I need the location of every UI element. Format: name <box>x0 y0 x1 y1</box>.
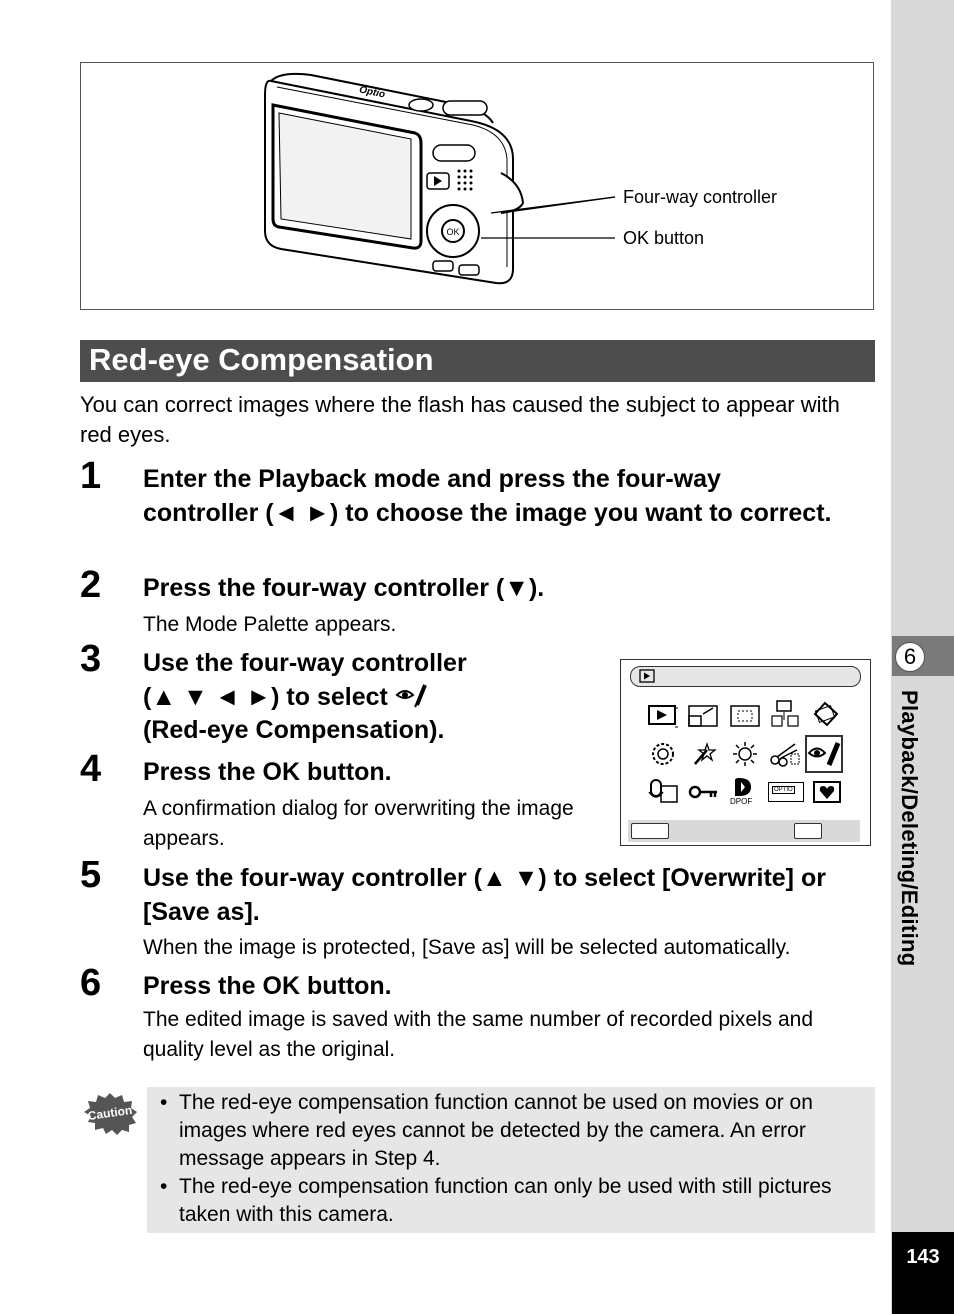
caution-badge <box>82 1092 138 1136</box>
step-heading: Press the OK button. <box>143 758 392 786</box>
playback-icon <box>639 669 655 683</box>
palette-footer <box>628 820 860 842</box>
step-heading: Press the OK button. <box>143 972 392 1000</box>
palette-footer-button-right <box>794 823 822 839</box>
mode-palette-screen <box>620 659 871 846</box>
step-heading: (Red-eye Compensation). <box>143 716 445 744</box>
palette-title-bar <box>630 666 861 687</box>
bullet-mark: • <box>160 1091 168 1114</box>
slideshow-icon <box>647 702 679 730</box>
section-heading-bar <box>80 340 875 382</box>
step-text: The Mode Palette appears. <box>143 613 397 636</box>
palette-footer-button-left <box>631 823 669 839</box>
step-heading-part: (▲ ▼ ◄ ►) to select <box>143 683 388 711</box>
step-text: The edited image is saved with the same number of recorded pixels and quality level as the original. <box>143 1008 814 1061</box>
step-number: 3 <box>80 638 102 680</box>
start-up-screen-cell <box>768 782 804 802</box>
digital-filter-icon <box>687 740 719 768</box>
dpof-icon <box>727 776 763 798</box>
chapter-label: Playback/Deleting/Editing <box>897 690 922 967</box>
frame-favorite-icon <box>811 778 843 806</box>
step-number: 1 <box>80 455 102 497</box>
camera-illustration <box>81 63 873 309</box>
dpof-label: DPOF <box>730 797 753 806</box>
camera-brand-label: Optio <box>358 84 386 101</box>
voice-memo-icon <box>647 778 679 806</box>
step-number: 6 <box>80 962 102 1004</box>
intro-text: You can correct images where the flash has caused the subject to appear with red eyes. <box>80 392 840 447</box>
section-title: Red-eye Compensation <box>89 342 434 377</box>
red-eye-compensation-cell <box>805 735 843 773</box>
rotate-icon <box>809 700 841 728</box>
step-number: 5 <box>80 854 102 896</box>
red-eye-compensation-icon <box>807 737 841 771</box>
page-number-box <box>892 1232 954 1314</box>
step-text: A confirmation dialog for overwriting the image appears. <box>143 797 574 850</box>
image-copy-icon <box>769 700 801 728</box>
svg-text:OK: OK <box>446 227 460 237</box>
color-filter-icon <box>647 740 679 768</box>
step-heading: Enter the Playback mode and press the four-way controller (◄ ►) to choose the image you want to correct. <box>143 465 832 527</box>
step-text: When the image is protected, [Save as] will be selected automatically. <box>143 936 791 959</box>
resize-icon <box>687 702 719 730</box>
chapter-number: 6 <box>895 642 925 672</box>
red-eye-icon <box>395 683 427 709</box>
camera-figure <box>80 62 874 310</box>
step-number: 2 <box>80 564 102 606</box>
protect-key-icon <box>687 778 719 806</box>
step-heading: Use the four-way controller <box>143 649 467 677</box>
callout-ok-button: OK button <box>623 228 705 248</box>
step-heading: Use the four-way controller (▲ ▼) to select [Overwrite] or [Save as]. <box>143 864 826 926</box>
step-number: 4 <box>80 748 102 790</box>
caution-bullet: The red-eye compensation function cannot be used on movies or on images where red eyes cannot be detected by the camera. An error message appears in Step 4. <box>179 1091 813 1170</box>
step-heading <box>143 680 427 714</box>
callout-four-way-controller: Four-way controller <box>623 187 778 207</box>
cropping-icon <box>729 702 761 730</box>
bullet-mark: • <box>160 1175 168 1198</box>
dpof-cell <box>727 776 763 808</box>
caution-bullet: The red-eye compensation function can only be used with still pictures taken with this camera. <box>179 1175 832 1226</box>
option-label: OPTIO <box>774 787 793 793</box>
page-number: 143 <box>906 1246 940 1268</box>
caution-label: Caution <box>86 1102 134 1124</box>
brightness-filter-icon <box>729 740 761 768</box>
movie-edit-icon <box>769 740 801 768</box>
step-heading: Press the four-way controller (▼). <box>143 574 545 602</box>
